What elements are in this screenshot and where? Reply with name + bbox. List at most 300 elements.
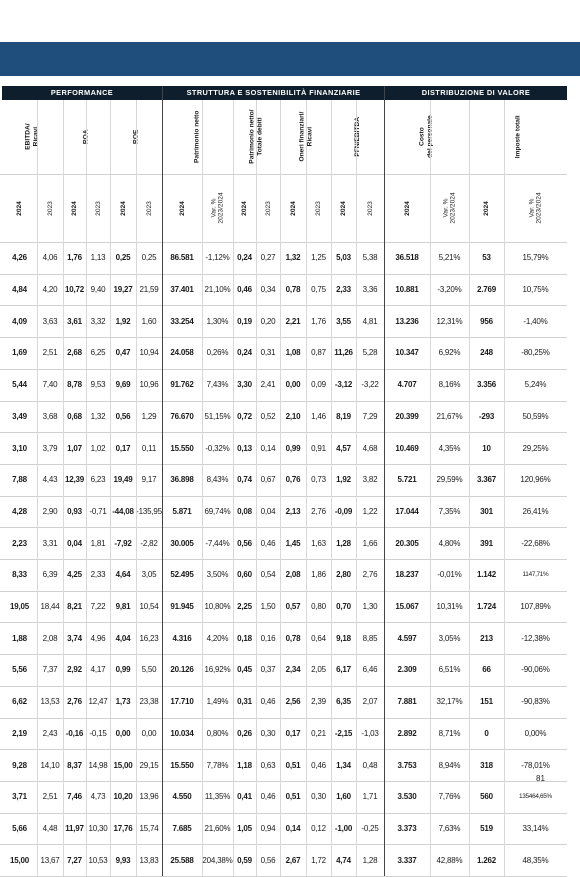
table-cell: 5,38 xyxy=(362,253,378,263)
table-cell: 1,86 xyxy=(311,570,326,580)
table-cell: -2,82 xyxy=(140,538,158,548)
table-cell: 19,27 xyxy=(113,285,133,295)
table-cell: 13.236 xyxy=(395,316,419,326)
table-cell: 0,46 xyxy=(237,285,252,295)
table-cell: -90,83% xyxy=(521,697,550,707)
table-cell: 1,60 xyxy=(336,792,351,802)
section-divider xyxy=(162,86,163,876)
table-cell: 6,17 xyxy=(336,665,351,675)
year-header xyxy=(256,174,280,242)
table-cell: 0,19 xyxy=(237,316,252,326)
column-header-label: Oneri finanziari/ Ricavi xyxy=(297,112,313,162)
table-cell: 10,94 xyxy=(139,348,159,358)
table-cell: 0,73 xyxy=(311,475,326,485)
table-cell: 7,29 xyxy=(362,411,378,421)
table-cell: 8,85 xyxy=(362,633,378,643)
table-cell: 0,46 xyxy=(260,538,276,548)
table-cell: 1,81 xyxy=(90,538,106,548)
table-cell: 5,28 xyxy=(362,348,378,358)
table-cell: 2,07 xyxy=(362,697,378,707)
table-cell: 3,10 xyxy=(12,443,27,453)
table-cell: 4,68 xyxy=(362,443,378,453)
table-cell: 8,78 xyxy=(67,380,82,390)
table-cell: -0,15 xyxy=(89,728,107,738)
table-cell: 10,75% xyxy=(522,285,549,295)
table-cell: 560 xyxy=(480,792,493,802)
table-cell: 0,31 xyxy=(260,348,276,358)
table-cell: 0,00 xyxy=(141,728,157,738)
table-cell: 10 xyxy=(482,443,491,453)
table-cell: 0,75 xyxy=(311,285,326,295)
table-cell: 2,19 xyxy=(12,728,27,738)
table-cell: 1,46 xyxy=(311,411,326,421)
table-cell: 0,56 xyxy=(260,855,276,865)
table-cell: 91.762 xyxy=(170,380,194,390)
table-cell: 2,92 xyxy=(67,665,82,675)
table-cell: 2,08 xyxy=(42,633,58,643)
year-header xyxy=(430,174,469,242)
table-cell: 2,10 xyxy=(285,411,301,421)
table-cell: -44,08 xyxy=(112,506,134,516)
year-header xyxy=(136,174,162,242)
column-divider xyxy=(280,100,281,876)
table-cell: 1,13 xyxy=(90,253,106,263)
table-cell: -0,71 xyxy=(89,506,107,516)
table-cell: 2,13 xyxy=(285,506,301,516)
table-cell: 21,59 xyxy=(139,285,159,295)
table-cell: 2,21 xyxy=(285,316,301,326)
table-cell: 3,63 xyxy=(42,316,58,326)
table-cell: 0,64 xyxy=(311,633,326,643)
table-cell: 0,41 xyxy=(237,792,252,802)
year-header-label: 2024 xyxy=(240,200,248,216)
table-cell: 20.126 xyxy=(170,665,194,675)
column-divider xyxy=(331,100,332,876)
table-cell: 0,46 xyxy=(260,697,276,707)
table-cell: 2,34 xyxy=(285,665,301,675)
table-cell: 3.753 xyxy=(397,760,417,770)
table-cell: 7.685 xyxy=(172,823,192,833)
table-cell: 50,59% xyxy=(522,411,549,421)
table-cell: 1,72 xyxy=(311,855,326,865)
table-cell: 6,25 xyxy=(90,348,106,358)
table-cell: 4,96 xyxy=(90,633,106,643)
table-cell: -1,40% xyxy=(523,316,548,326)
table-cell: 3,30 xyxy=(237,380,252,390)
table-cell: 0,48 xyxy=(362,760,378,770)
table-cell: 5,21% xyxy=(438,253,461,263)
table-cell: 1,29 xyxy=(141,411,157,421)
table-cell: 15.550 xyxy=(170,760,194,770)
table-cell: 0,00 xyxy=(285,380,301,390)
column-divider xyxy=(430,100,431,876)
year-header xyxy=(306,174,331,242)
table-cell: 5,50 xyxy=(141,665,157,675)
table-cell: -0,09 xyxy=(334,506,353,516)
section-header: PERFORMANCE xyxy=(2,86,162,100)
table-cell: 7,78% xyxy=(206,760,229,770)
table-cell: 15,00 xyxy=(113,760,133,770)
table-cell: 21,67% xyxy=(436,411,463,421)
table-cell: 0,91 xyxy=(311,443,326,453)
table-cell: 1,28 xyxy=(336,538,351,548)
table-cell: 5.871 xyxy=(172,506,192,516)
table-cell: 0,60 xyxy=(237,570,252,580)
column-header-label: Imposte totali xyxy=(514,115,522,159)
table-cell: 29,59% xyxy=(436,475,463,485)
table-cell: 0,72 xyxy=(237,411,252,421)
table-cell: 8,37 xyxy=(67,760,82,770)
table-cell: 0,34 xyxy=(260,285,276,295)
column-header-label: EBITDA/ Ricavi xyxy=(24,123,40,151)
table-cell: 1,92 xyxy=(336,475,351,485)
year-header-label: 2024 xyxy=(289,200,297,216)
table-cell: 9,93 xyxy=(115,855,131,865)
table-cell: 1147,71% xyxy=(522,571,549,579)
table-cell: 0,51 xyxy=(285,760,301,770)
table-cell: 0,27 xyxy=(260,253,276,263)
table-cell: 7,35% xyxy=(438,506,461,516)
table-cell: 7,63% xyxy=(438,823,461,833)
table-cell: 2.309 xyxy=(397,665,417,675)
table-cell: 4.550 xyxy=(172,792,192,802)
table-cell: 13,53 xyxy=(40,697,60,707)
table-cell: 1,32 xyxy=(285,253,301,263)
table-cell: -7,44% xyxy=(205,538,230,548)
table-cell: 5,66 xyxy=(12,823,27,833)
table-cell: -3,12 xyxy=(334,380,353,390)
table-cell: 17.710 xyxy=(170,697,194,707)
table-cell: 1,49% xyxy=(206,697,229,707)
table-cell: 10.469 xyxy=(395,443,419,453)
table-cell: 2,43 xyxy=(42,728,58,738)
table-cell: 9,17 xyxy=(141,475,157,485)
table-cell: 0,14 xyxy=(285,823,301,833)
table-cell: 15,74 xyxy=(139,823,159,833)
table-cell: 10,31% xyxy=(436,602,463,612)
table-cell: 0,68 xyxy=(67,411,82,421)
table-cell: 7.881 xyxy=(397,697,417,707)
table-cell: 1,71 xyxy=(362,792,378,802)
table-cell: 3.530 xyxy=(397,792,417,802)
table-cell: 19,49 xyxy=(113,475,133,485)
table-cell: -135,95 xyxy=(136,506,162,516)
table-cell: 10,72 xyxy=(64,285,85,295)
table-cell: 86.581 xyxy=(170,253,194,263)
table-cell: 3.356 xyxy=(476,380,497,390)
column-divider xyxy=(86,100,87,876)
year-header xyxy=(331,174,356,242)
table-cell: 4,48 xyxy=(42,823,58,833)
table-cell: 2,33 xyxy=(336,285,351,295)
table-cell: 14,10 xyxy=(40,760,60,770)
table-cell: 2,68 xyxy=(67,348,82,358)
table-cell: 0,78 xyxy=(285,633,301,643)
table-cell: 391 xyxy=(480,538,493,548)
table-cell: 0,30 xyxy=(311,792,326,802)
table-cell: 1.262 xyxy=(476,855,497,865)
table-cell: -12,38% xyxy=(521,633,550,643)
table-cell: 0,26% xyxy=(206,348,229,358)
table-cell: 8,71% xyxy=(438,728,461,738)
column-header-label: Patrimonio netto/ Totale debiti xyxy=(248,109,264,165)
table-cell: 1,34 xyxy=(336,760,351,770)
table-cell: 3,05 xyxy=(141,570,157,580)
table-cell: 0,04 xyxy=(67,538,82,548)
table-cell: 2,76 xyxy=(67,697,82,707)
table-cell: 0,20 xyxy=(260,316,276,326)
table-cell: 0,54 xyxy=(260,570,276,580)
table-cell: -1,00 xyxy=(334,823,353,833)
year-header xyxy=(504,174,567,242)
year-header-label: 2023 xyxy=(264,200,272,216)
table-cell: 0,46 xyxy=(311,760,326,770)
table-cell: 13,67 xyxy=(40,855,60,865)
table-cell: 1,22 xyxy=(362,506,378,516)
table-cell: 1,92 xyxy=(115,316,131,326)
table-cell: 4,04 xyxy=(115,633,131,643)
table-cell: 15.067 xyxy=(395,602,419,612)
column-divider xyxy=(256,100,257,876)
table-cell: 6,62 xyxy=(12,697,27,707)
table-cell: 0,13 xyxy=(237,443,252,453)
year-header-label: 2024 xyxy=(403,200,411,216)
section-divider xyxy=(384,86,385,876)
column-divider xyxy=(504,100,505,876)
table-cell: 4,25 xyxy=(67,570,82,580)
table-cell: 10,53 xyxy=(88,855,108,865)
table-cell: 1,76 xyxy=(67,253,82,263)
table-cell: 3,71 xyxy=(12,792,27,802)
table-cell: 6,35 xyxy=(336,697,351,707)
table-cell: 8,43% xyxy=(206,475,229,485)
year-header-label: 2024 xyxy=(15,200,23,216)
table-cell: 8,94% xyxy=(438,760,461,770)
table-cell: 12,39 xyxy=(64,475,85,485)
table-cell: 1,76 xyxy=(311,316,326,326)
table-cell: 0,94 xyxy=(260,823,276,833)
table-cell: 21,10% xyxy=(204,285,231,295)
table-cell: 1,30 xyxy=(362,602,378,612)
table-cell: 4,57 xyxy=(336,443,351,453)
year-header-label: 2024 xyxy=(70,200,78,216)
table-cell: 1,63 xyxy=(311,538,326,548)
table-cell: 10.881 xyxy=(395,285,419,295)
column-divider xyxy=(37,100,38,876)
table-cell: 1,08 xyxy=(285,348,301,358)
table-cell: 7,40 xyxy=(42,380,58,390)
table-cell: 66 xyxy=(482,665,491,675)
table-cell: 151 xyxy=(480,697,493,707)
table-cell: -78,01% xyxy=(521,760,550,770)
table-cell: 0,31 xyxy=(237,697,252,707)
table-cell: 3,05% xyxy=(438,633,461,643)
table-cell: 7,37 xyxy=(42,665,58,675)
table-cell: 1,30% xyxy=(206,316,229,326)
table-cell: 9,28 xyxy=(12,760,27,770)
table-cell: 36.898 xyxy=(170,475,194,485)
table-cell: 6,39 xyxy=(42,570,58,580)
year-header xyxy=(280,174,306,242)
table-cell: 4,26 xyxy=(12,253,27,263)
table-cell: 2,51 xyxy=(42,348,58,358)
table-cell: 956 xyxy=(480,316,493,326)
column-header-label: PFN/EBITDA xyxy=(353,117,361,157)
table-cell: 0,87 xyxy=(311,348,326,358)
table-cell: 4,17 xyxy=(90,665,106,675)
year-header-label: 2024 xyxy=(482,200,490,216)
column-divider xyxy=(63,100,64,876)
table-cell: -1,03 xyxy=(361,728,379,738)
table-cell: 4,28 xyxy=(12,506,27,516)
table-cell: 10,30 xyxy=(88,823,108,833)
table-cell: 0,18 xyxy=(237,633,252,643)
column-header-label: ROA xyxy=(82,129,90,145)
table-cell: 0,46 xyxy=(260,792,276,802)
table-cell: 0,67 xyxy=(260,475,276,485)
table-cell: 10.034 xyxy=(170,728,194,738)
table-cell: 10,96 xyxy=(139,380,159,390)
table-cell: 6,51% xyxy=(438,665,461,675)
table-cell: 0,45 xyxy=(237,665,252,675)
year-header xyxy=(233,174,256,242)
year-header-label: Var. % 2023/2024 xyxy=(442,192,457,224)
table-cell: 9,81 xyxy=(115,602,131,612)
column-divider xyxy=(356,100,357,876)
year-header xyxy=(384,174,430,242)
table-cell: 0,26 xyxy=(237,728,252,738)
table-cell: 3,31 xyxy=(42,538,58,548)
table-cell: 248 xyxy=(480,348,493,358)
table-cell: 0,63 xyxy=(260,760,276,770)
table-cell: 30.005 xyxy=(170,538,194,548)
table-cell: 42,88% xyxy=(436,855,463,865)
table-cell: 0,93 xyxy=(67,506,82,516)
table-cell: 1.724 xyxy=(476,602,497,612)
table-cell: 8,21 xyxy=(67,602,82,612)
table-cell: 4,09 xyxy=(12,316,27,326)
table-cell: 10,20 xyxy=(113,792,133,802)
table-cell: 0,21 xyxy=(311,728,326,738)
table-cell: 0,30 xyxy=(260,728,276,738)
table-cell: 2,51 xyxy=(42,792,58,802)
table-cell: 7,88 xyxy=(12,475,27,485)
table-cell: 3,61 xyxy=(67,316,82,326)
table-cell: 1,69 xyxy=(12,348,27,358)
column-header xyxy=(469,100,567,174)
table-cell: 0,59 xyxy=(237,855,252,865)
table-cell: 26,41% xyxy=(522,506,549,516)
table-cell: 2.769 xyxy=(476,285,497,295)
table-cell: 1,88 xyxy=(12,633,27,643)
table-cell: 4,73 xyxy=(90,792,106,802)
table-cell: -80,25% xyxy=(521,348,550,358)
column-header xyxy=(2,100,63,174)
table-cell: 7,43% xyxy=(206,380,229,390)
table-cell: 204,38% xyxy=(202,855,233,865)
table-cell: 16,23 xyxy=(139,633,159,643)
table-cell: 4.597 xyxy=(397,633,417,643)
table-cell: 53 xyxy=(482,253,491,263)
table-cell: 1,60 xyxy=(141,316,157,326)
year-header xyxy=(469,174,504,242)
table-cell: 2,80 xyxy=(336,570,351,580)
table-cell: 12,31% xyxy=(436,316,463,326)
table-cell: 5,56 xyxy=(12,665,27,675)
table-cell: 2.892 xyxy=(397,728,417,738)
table-cell: 1,28 xyxy=(362,855,378,865)
table-cell: 17.044 xyxy=(395,506,419,516)
table-cell: -22,68% xyxy=(521,538,550,548)
column-divider xyxy=(110,100,111,876)
table-cell: 17,76 xyxy=(113,823,133,833)
year-header xyxy=(2,174,37,242)
table-cell: 9,18 xyxy=(336,633,351,643)
table-cell: 4,35% xyxy=(438,443,461,453)
table-cell: 5,24% xyxy=(524,380,547,390)
table-cell: 3.367 xyxy=(476,475,497,485)
table-cell: 1,02 xyxy=(90,443,106,453)
table-cell: 3.373 xyxy=(397,823,417,833)
year-header-label: 2023 xyxy=(145,200,153,216)
table-cell: -0,01% xyxy=(437,570,462,580)
table-cell: 213 xyxy=(480,633,493,643)
table-cell: 0,78 xyxy=(285,285,301,295)
column-divider xyxy=(306,100,307,876)
year-header xyxy=(110,174,136,242)
year-header xyxy=(37,174,63,242)
table-cell: 1,50 xyxy=(260,602,276,612)
table-cell: 0 xyxy=(484,728,489,738)
table-cell: 4,20% xyxy=(206,633,229,643)
table-cell: 2,08 xyxy=(285,570,301,580)
table-cell: 0,52 xyxy=(260,411,276,421)
table-cell: 0,04 xyxy=(260,506,276,516)
table-cell: 0,16 xyxy=(260,633,276,643)
table-cell: 18.237 xyxy=(395,570,419,580)
table-cell: 3,74 xyxy=(67,633,82,643)
table-cell: 15.550 xyxy=(170,443,194,453)
table-cell: 1,66 xyxy=(362,538,378,548)
table-cell: 2,05 xyxy=(311,665,326,675)
table-cell: 36.518 xyxy=(395,253,419,263)
table-cell: 23,38 xyxy=(139,697,159,707)
table-cell: 52.495 xyxy=(170,570,194,580)
table-cell: 18,44 xyxy=(40,602,60,612)
table-cell: 8,33 xyxy=(12,570,27,580)
table-cell: 3,36 xyxy=(362,285,378,295)
column-header xyxy=(162,100,233,174)
year-header-label: 2023 xyxy=(46,200,54,216)
table-cell: 0,17 xyxy=(285,728,301,738)
table-cell: 25.588 xyxy=(170,855,194,865)
table-cell: 0,47 xyxy=(115,348,131,358)
table-cell: -2,15 xyxy=(334,728,353,738)
year-header xyxy=(202,174,233,242)
table-cell: 0,74 xyxy=(237,475,252,485)
table-cell: 0,80% xyxy=(206,728,229,738)
table-cell: 120,96% xyxy=(520,475,551,485)
table-cell: 2,39 xyxy=(311,697,326,707)
table-cell: 9,40 xyxy=(90,285,106,295)
year-header-label: 2023 xyxy=(94,200,102,216)
table-cell: 0,00 xyxy=(115,728,131,738)
table-cell: 8,16% xyxy=(438,380,461,390)
column-header-label: ROE xyxy=(132,129,140,145)
table-cell: 1,25 xyxy=(311,253,326,263)
table-cell: 0,37 xyxy=(260,665,276,675)
table-cell: 1,18 xyxy=(237,760,252,770)
